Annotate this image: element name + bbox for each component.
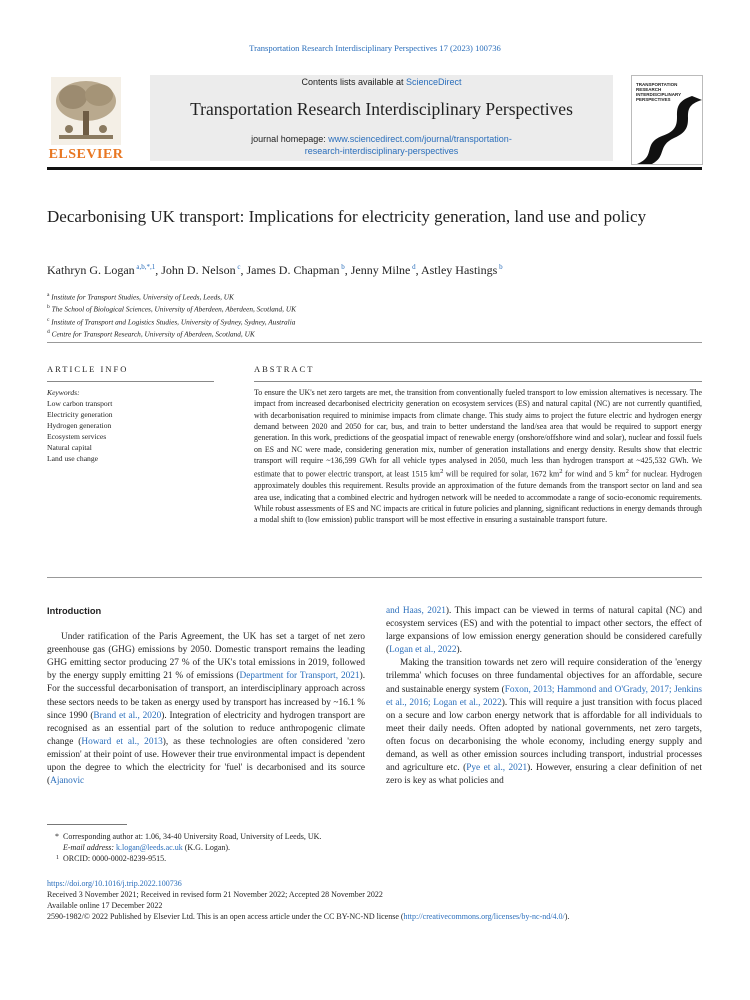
- contents-prefix: Contents lists available at: [301, 77, 407, 87]
- citation-link[interactable]: and Haas, 2021: [386, 606, 446, 616]
- journal-header: [47, 75, 702, 165]
- affiliation-mark: b: [47, 304, 50, 311]
- affiliation-text: Centre for Transport Research, University of Aberdeen, Scotland, UK: [51, 329, 255, 339]
- text-run: ). However, ensuring a clear definition of net zero is key as what policies and: [386, 763, 702, 787]
- author-affiliation-mark[interactable]: c: [235, 263, 241, 271]
- homepage-prefix: journal homepage:: [251, 134, 329, 144]
- abstract-text: To ensure the UK's net zero targets are met, the transition from conventionally fueled transport to low emission alternatives is necessary. The impact from increased decarbonised electricity generation on ecosystem services (ES) and natural capital (NC) are not currently quantified, with decarbonisation required to minimise impacts from climate change. This study aims to project the future electric and hydrogen energy demand between 2020 and 2050 for car, bus, and train to better understand the land/sea area that would be required to support energy generation. In this work, predictions of the geospatial impact of renewable energy (onshore/offshore wind and solar), nuclear and fossil fuels on ES and NC were made, considering generation mix, number of generation installations and energy density. Results show that electric transport will require ~136,599 GWh for all vehicle types analysed in 2050, much less than hydrogen transport at ~425,532 GWh. We estimate that to power electric transport, at least 1515 $km^2$ will be required for solar, 1672 $km^2$ for wind and 5 $km^2$ for nuclear. Hydrogen approximately doubles this requirement. Results provide an approximation of the future demands from the transport sector on land and sea area use, indicating that a combined electric and hydrogen network will be needed to accommodate a range of socio-economic requirements. While robust assessments of ES and NC impacts are critical in future policies and planning, significant reductions in energy demands through a modal shift to (low emission) public transport will be most effective in ensuring a sustainable transport future.: [254, 388, 702, 525]
- affiliation: [47, 327, 697, 339]
- keyword: Natural capital: [47, 443, 92, 452]
- footnote-email: [47, 842, 697, 853]
- text-run: Making the transition towards net zero will require consideration of the 'energy trilemma' which focuses on three fundamental objectives for an affordable, secure and sustainable energy system (: [386, 658, 702, 695]
- author-name: James D. Chapman: [246, 263, 340, 277]
- cover-title: TRANSPORTATION RESEARCH INTERDISCIPLINARY PERSPECTIVES: [636, 82, 682, 102]
- text-run: ). This impact can be viewed in terms of natural capital (NC) and ecosystem services (ES) and with the potential to impact other sectors, the effect of large expansions of low emission energy generation should be considered carefully (: [386, 606, 702, 656]
- elsevier-tree-icon: [51, 77, 121, 145]
- footnote-orcid: [47, 853, 697, 864]
- body-column-left: [47, 605, 365, 788]
- affiliation-mark: a: [47, 292, 50, 298]
- text-run: ).: [456, 645, 462, 656]
- citation-link[interactable]: Foxon, 2013; Hammond and O'Grady, 2017; Jenkins et al., 2016; Logan et al., 2022: [386, 684, 703, 708]
- superscript: 2: [559, 468, 563, 476]
- publisher-wordmark: ELSEVIER: [48, 147, 124, 162]
- text-run: Under ratification of the Paris Agreement, the UK has set a target of net zero greenhouse gas (GHG) emissions by 2050. Domestic transport remains the leading GHG emitting sector producing 27 % of the UK's total emissions in 2019, followed by the energy supply emitting 21 % of emissions (: [47, 632, 365, 682]
- footnote-corresponding: [47, 831, 697, 842]
- paragraph: [386, 605, 702, 657]
- citation-link[interactable]: Ajanovic: [50, 776, 85, 787]
- paragraph: [386, 657, 702, 788]
- header-rule: [47, 167, 702, 170]
- journal-cover: [631, 75, 703, 165]
- contents-line: [150, 77, 613, 87]
- author-name: Kathryn G. Logan: [47, 263, 135, 277]
- affiliation-mark: d: [47, 329, 50, 336]
- keywords-label: Keywords:: [47, 388, 80, 397]
- footnotes: [47, 831, 697, 864]
- text-run: ), as these technologies are often considered 'zero emission' at their point of use. However their true environmental impact is dependent upon the degree to which the electricity for 'fuel' is decarbonised and its source (: [47, 736, 365, 787]
- body-column-right: [386, 605, 702, 788]
- license-prefix: 2590-1982/© 2022 Published by Elsevier Ltd. This is an open access article under the CC BY-NC-ND license (: [47, 912, 404, 921]
- author-affiliation-mark[interactable]: d: [410, 263, 416, 271]
- citation-link[interactable]: Department for Transport, 2021: [239, 671, 360, 682]
- affiliation-list: [47, 290, 697, 340]
- abstract-heading: ABSTRACT: [254, 364, 315, 374]
- superscript: 2: [625, 468, 629, 476]
- keyword: Low carbon transport: [47, 399, 113, 408]
- author-name: Jenny Milne: [350, 263, 411, 277]
- homepage-link-part2[interactable]: research-interdisciplinary-perspectives: [304, 146, 459, 156]
- divider: [254, 381, 702, 382]
- author-affiliation-mark[interactable]: a,b,*,1: [134, 263, 156, 271]
- affiliation-text: Institute for Transport Studies, University of Leeds, Leeds, UK: [51, 292, 234, 302]
- author-name: John D. Nelson: [161, 263, 236, 277]
- email-label: E-mail address:: [63, 843, 117, 852]
- divider: [47, 342, 702, 343]
- keyword: Ecosystem services: [47, 432, 107, 441]
- author-name: Astley Hastings: [420, 263, 498, 277]
- article-info-heading: ARTICLE INFO: [47, 364, 129, 374]
- affiliation: [47, 315, 697, 327]
- footnote-text: ORCID: 0000-0002-8239-9515.: [63, 854, 167, 863]
- doi-link[interactable]: https://doi.org/10.1016/j.trip.2022.100736: [47, 879, 182, 888]
- footnote-mark: *: [55, 832, 59, 841]
- divider: [47, 577, 702, 578]
- email-link[interactable]: k.logan@leeds.ac.uk: [116, 843, 183, 852]
- paragraph: [47, 631, 365, 788]
- footnote-text: Corresponding author at: 1.06, 34-40 University Road, University of Leeds, UK.: [63, 832, 322, 841]
- journal-title: Transportation Research Interdisciplinary Perspectives: [190, 99, 573, 119]
- affiliation-text: Institute of Transport and Logistics Studies, University of Sydney, Sydney, Australia: [51, 317, 296, 327]
- author-list: Kathryn G. Logan $^{a,b,*,1}$, John D. Nelson $^c$, James D. Chapman $^b$, Jenny Milne $^d$, Astley Hastings $^b$: [47, 263, 503, 277]
- keyword-list: [47, 398, 217, 464]
- publication-info: [47, 878, 707, 922]
- keyword: Hydrogen generation: [47, 421, 112, 430]
- keyword: Electricity generation: [47, 410, 113, 419]
- keyword: Land use change: [47, 454, 99, 463]
- email-suffix: (K.G. Logan).: [182, 843, 231, 852]
- text-run: ). For the successful decarbonisation of transport, an interdisciplinary approach across these sectors needs to be taken as energy used by transport has increased by ~16.1 % since 1990 (: [47, 671, 366, 721]
- footnote-rule: [47, 824, 127, 825]
- license-link[interactable]: http://creativecommons.org/licenses/by-nc-nd/4.0/: [403, 912, 565, 921]
- license-line: [47, 911, 707, 922]
- text-run: ). Integration of electricity and hydrogen transport are recognised as an essential part of the solution to reduce anthropogenic climate change (: [47, 710, 365, 747]
- cover-road-graphic: [632, 96, 702, 164]
- journal-homepage: [150, 133, 613, 157]
- affiliation: [47, 290, 697, 302]
- citation-link[interactable]: Brand et al., 2020: [93, 710, 162, 721]
- received-dates: Received 3 November 2021; Received in revised form 21 November 2022; Accepted 28 November 2022: [47, 890, 383, 899]
- superscript: 2: [440, 468, 444, 476]
- citation-link[interactable]: Pye et al., 2021: [466, 763, 528, 774]
- affiliation-text: The School of Biological Sciences, University of Aberdeen, Aberdeen, Scotland, UK: [51, 304, 296, 314]
- keywords-block: [47, 387, 217, 464]
- citation-link[interactable]: Howard et al., 2013: [81, 736, 163, 747]
- license-suffix: ).: [564, 912, 570, 921]
- journal-banner: [150, 75, 613, 161]
- divider: [47, 381, 214, 382]
- homepage-link-part1[interactable]: www.sciencedirect.com/journal/transportation-: [328, 134, 512, 144]
- citation-link[interactable]: Logan et al., 2022: [389, 645, 457, 656]
- sciencedirect-link[interactable]: ScienceDirect: [406, 77, 462, 87]
- affiliation-mark: c: [47, 316, 50, 323]
- section-heading-introduction: Introduction: [47, 606, 102, 616]
- available-date: Available online 17 December 2022: [47, 901, 163, 910]
- text-run: ). This will require a just transition with focus placed on a secure and low carbon energy network that is affordable for all individuals to meet their daily needs. Often adopted by national governments, net zero targets, often focus on decarbonising the whole economy, including energy supply and demand, as well as other emission sources including transport, industrial processes and agriculture etc. (: [386, 697, 702, 774]
- footnote-mark: 1: [56, 855, 59, 861]
- affiliation: [47, 302, 697, 314]
- author-affiliation-mark[interactable]: b: [339, 263, 345, 271]
- journal-reference[interactable]: Transportation Research Interdisciplinary Perspectives 17 (2023) 100736: [249, 43, 501, 53]
- elsevier-logo: [47, 75, 125, 165]
- article-title: Decarbonising UK transport: Implications for electricity generation, land use and policy: [47, 207, 647, 226]
- author-affiliation-mark[interactable]: b: [497, 263, 503, 271]
